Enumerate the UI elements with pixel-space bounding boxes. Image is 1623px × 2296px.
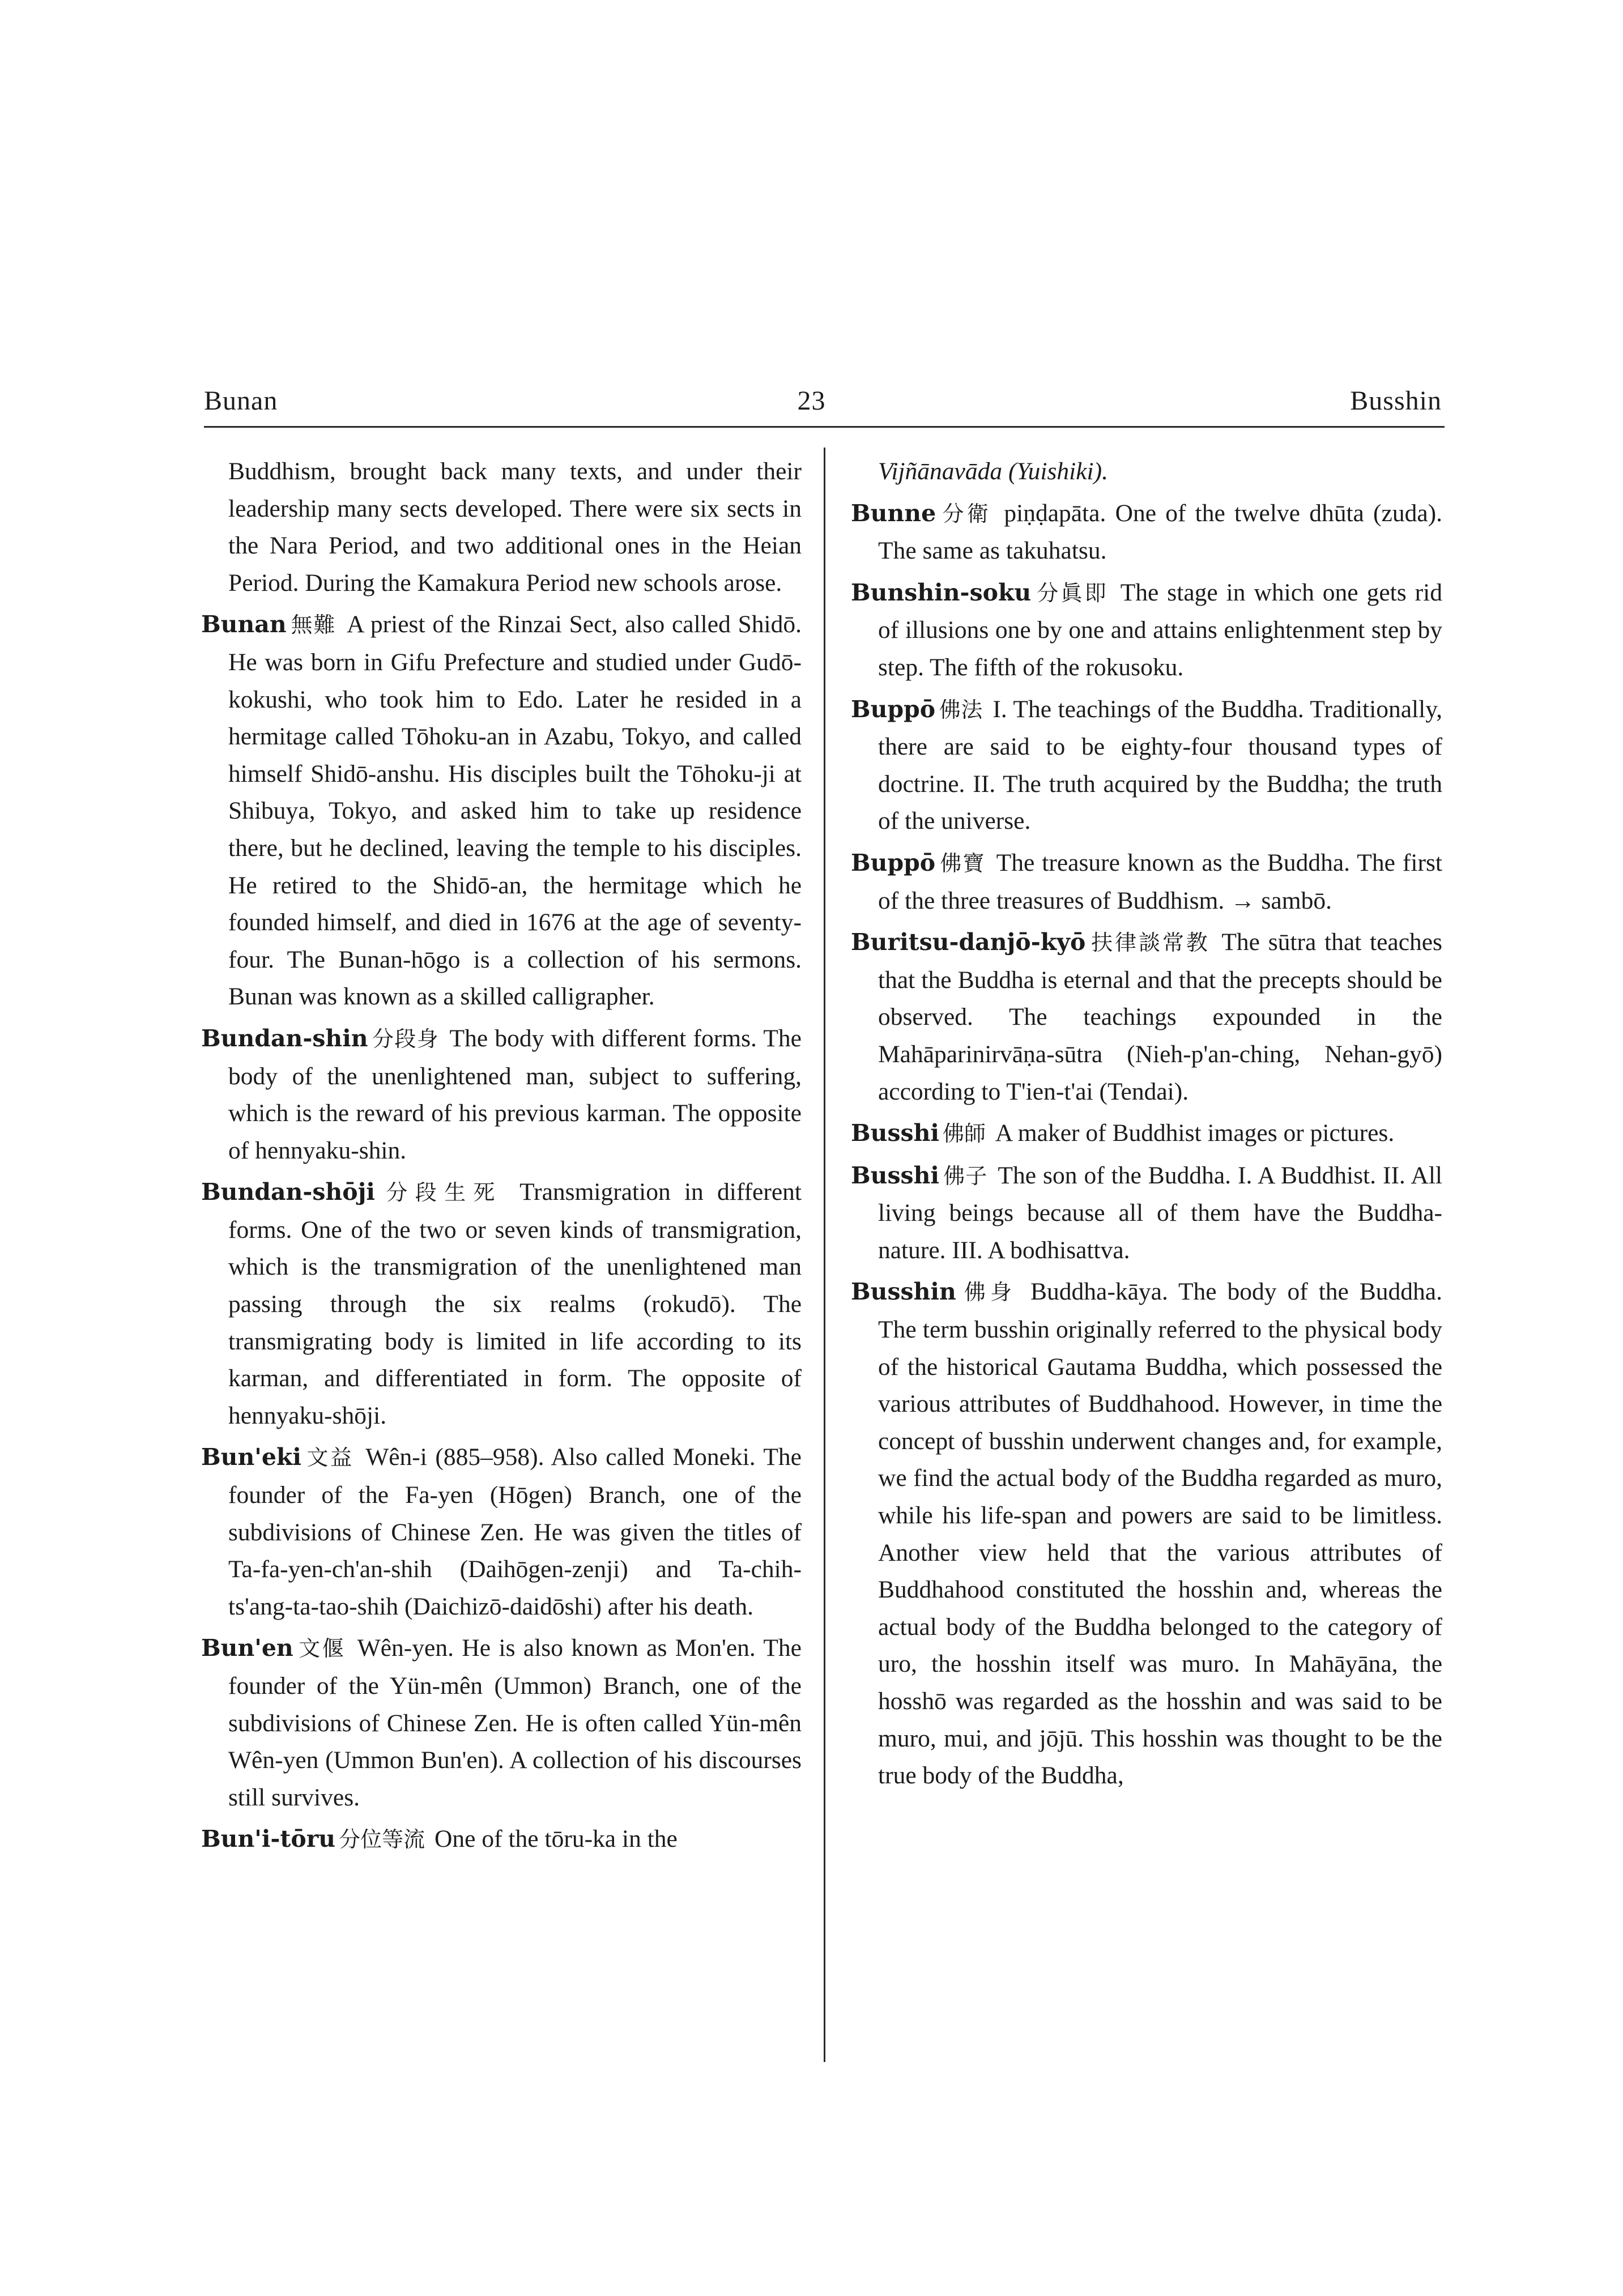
entry-definition: Wên-yen. He is also known as Mon'en. The founder of the Yün-mên (Ummon) Branch, one of the subdivisions of Chinese Zen. He is often called Yün-mên Wên-yen (Ummon Bun'en). A collection of his discourses still survives. xyxy=(228,1634,802,1811)
entry-kanji: 文偃 xyxy=(296,1636,346,1662)
entry-definition: A priest of the Rinzai Sect, also called Shidō. He was born in Gifu Prefecture and studied under Gudō-kokushi, who took him to Edo. Later he resided in a hermitage called Tōhoku-an in Azabu, Tokyo, and called himself Shidō-anshu. His disciples built the Tōhoku-ji at Shibuya, Tokyo, and asked him to take up residence there, but he declined, leaving the temple to his disciples. He retired to the Shidō-an, the hermitage which he founded himself, and died in 1676 at the age of seventy-four. The Bunan-hōgo is a collection of his sermons. Bunan was known as a skilled calligrapher. xyxy=(228,611,802,1011)
dictionary-entry xyxy=(851,924,1442,1110)
entry-kanji: 佛法 xyxy=(939,697,983,722)
dictionary-entry xyxy=(201,1821,802,1859)
running-head-left: Bunan xyxy=(204,386,278,416)
entry-kanji: 分段身 xyxy=(371,1026,440,1051)
dictionary-entry xyxy=(201,1630,802,1816)
page-number: 23 xyxy=(797,386,826,416)
entry-headword: Buppō xyxy=(851,695,936,723)
dictionary-entry xyxy=(851,495,1442,570)
dictionary-entry xyxy=(851,1115,1442,1153)
entry-kanji: 佛子 xyxy=(943,1163,988,1189)
entry-headword: Bun'eki xyxy=(201,1443,301,1471)
entry-kanji: 分位等流 xyxy=(339,1827,425,1852)
entry-definition: The body with different forms. The body of the unenlightened man, subject to suffering, which is the reward of his previous karman. The opposite of hennyaku-shin. xyxy=(228,1024,802,1164)
entry-kanji: 分段生死 xyxy=(378,1180,502,1205)
entry-headword: Busshi xyxy=(851,1119,940,1147)
dictionary-entry xyxy=(201,1439,802,1625)
entry-definition: I. The teachings of the Buddha. Traditionally, there are said to be eighty-four thousand types of doctrine. II. The truth acquired by the Buddha; the truth of the universe. xyxy=(878,695,1442,835)
entry-kanji: 文益 xyxy=(304,1445,354,1471)
dictionary-entry xyxy=(851,845,1442,919)
dictionary-entry xyxy=(851,574,1442,687)
entry-headword: Bun'en xyxy=(201,1634,293,1662)
running-head-right: Busshin xyxy=(1350,386,1442,416)
dictionary-entry xyxy=(201,1174,802,1434)
entry-definition: Transmigration in different forms. One of the two or seven kinds of transmigration, which is the transmigration of the unenlightened man passing through the six realms (rokudō). The transmigrating body is limited in life according to its karman, and differentiated in form. The opposite of hennyaku-shōji. xyxy=(228,1178,802,1429)
left-column xyxy=(201,453,802,1863)
entry-headword: Bunan xyxy=(201,611,287,638)
dictionary-entry xyxy=(851,691,1442,840)
entry-headword: Bundan-shōji xyxy=(201,1178,375,1206)
right-column xyxy=(851,453,1442,1799)
dictionary-entry xyxy=(851,1273,1442,1794)
entry-definition: The son of the Buddha. I. A Buddhist. II. All living beings because all of them have the Buddha-nature. III. A bodhisattva. xyxy=(878,1161,1442,1264)
entry-headword: Bunne xyxy=(851,499,936,527)
entry-headword: Bun'i-tōru xyxy=(201,1825,336,1853)
entry-definition: The stage in which one gets rid of illusions one by one and attains enlightenment step by step. The fifth of the rokusoku. xyxy=(878,578,1442,681)
header-rule xyxy=(204,426,1445,428)
dictionary-entry xyxy=(201,606,802,1016)
entry-definition: A maker of Buddhist images or pictures. xyxy=(995,1119,1395,1147)
entry-definition: piṇḍapāta. One of the twelve dhūta (zuda). The same as takuhatsu. xyxy=(878,499,1443,565)
entry-kanji: 佛師 xyxy=(943,1121,986,1147)
column-divider xyxy=(824,448,825,2062)
entry-headword: Busshin xyxy=(851,1278,956,1306)
entry-headword: Buppō xyxy=(851,849,936,876)
entry-headword: Buritsu-danjō-kyō xyxy=(851,928,1086,956)
entry-definition: The treasure known as the Buddha. The first of the three treasures of Buddhism. → sambō. xyxy=(878,849,1442,914)
entry-definition: One of the tōru-ka in the xyxy=(434,1825,678,1853)
entry-kanji: 扶律談常教 xyxy=(1089,930,1210,956)
dictionary-entry xyxy=(851,1157,1442,1270)
entry-definition: The sūtra that teaches that the Buddha is eternal and that the precepts should be observed. The teachings expounded in the Mahāparinirvāṇa-sūtra (Nieh-p'an-ching, Nehan-gyō) according to T'ien-t'ai (Tendai). xyxy=(878,928,1442,1105)
entry-kanji: 無難 xyxy=(289,612,336,638)
entry-headword: Bunshin-soku xyxy=(851,578,1032,606)
entry-kanji: 分眞即 xyxy=(1034,580,1109,606)
continuation-text: Vijñānavāda (Yuishiki). xyxy=(878,458,1108,485)
entry-headword: Bundan-shin xyxy=(201,1024,368,1052)
entry-kanji: 佛寶 xyxy=(939,850,986,876)
continuation-text: Buddhism, brought back many texts, and under their leadership many sects developed. There were six sects in the Nara Period, and two additional ones in the Heian Period. During the Kamakura Period new schools arose. xyxy=(228,458,802,597)
entry-headword: Busshi xyxy=(851,1161,940,1189)
entry-definition: Wên-i (885–958). Also called Moneki. The founder of the Fa-yen (Hōgen) Branch, one of the subdivisions of Chinese Zen. He was given the titles of Ta-fa-yen-ch'an-shih (Daihōgen-zenji) and Ta-chih-ts'ang-ta-tao-shih (Daichizō-daidōshi) after his death. xyxy=(228,1443,802,1620)
entry-definition: Buddha-kāya. The body of the Buddha. The term busshin originally referred to the physical body of the historical Gautama Buddha, which possessed the various attributes of Buddhahood. However, in time the concept of busshin underwent changes and, for example, we find the actual body of the Buddha regarded as muro, while his life-span and powers are said to be limitless. Another view held that the various attributes of Buddhahood constituted the hosshin and, whereas the actual body of the Buddha belonged to the category of uro, the hosshin itself was muro. In Mahāyāna, the hosshō was regarded as the hosshin and was said to be muro, mui, and jōjū. This hosshin was thought to be the true body of the Buddha, xyxy=(878,1278,1442,1790)
entry-kanji: 分衛 xyxy=(939,501,992,526)
entry-kanji: 佛身 xyxy=(959,1280,1017,1305)
dictionary-entry xyxy=(201,1020,802,1169)
